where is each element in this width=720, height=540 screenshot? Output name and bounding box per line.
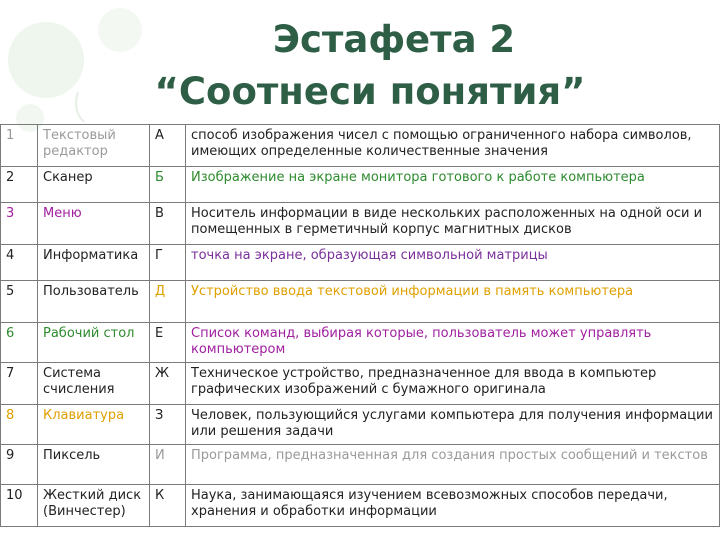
definition-cell: Устройство ввода текстовой информации в память компьютера	[186, 281, 720, 323]
row-number: 3	[1, 203, 38, 245]
letter-cell: Б	[150, 167, 186, 203]
letter-cell: И	[150, 445, 186, 485]
term-cell: Жесткий диск (Винчестер)	[38, 485, 150, 527]
table-row	[1, 125, 720, 167]
letter-cell: В	[150, 203, 186, 245]
term-cell: Клавиатура	[38, 405, 150, 445]
table-row	[1, 363, 720, 405]
definition-cell: Носитель информации в виде нескольких расположенных на одной оси и помещенных в герметичный корпус магнитных дисков	[186, 203, 720, 245]
term-cell: Информатика	[38, 245, 150, 281]
table-row	[1, 203, 720, 245]
letter-cell: Ж	[150, 363, 186, 405]
term-cell: Система счисления	[38, 363, 150, 405]
title-line-2: “Соотнеси понятия”	[154, 70, 586, 113]
row-number: 10	[1, 485, 38, 527]
table-row	[1, 323, 720, 363]
term-cell: Сканер	[38, 167, 150, 203]
definition-cell: точка на экране, образующая символьной матрицы	[186, 245, 720, 281]
term-cell: Пиксель	[38, 445, 150, 485]
row-number: 7	[1, 363, 38, 405]
row-number: 2	[1, 167, 38, 203]
letter-cell: Д	[150, 281, 186, 323]
letter-cell: Е	[150, 323, 186, 363]
definition-cell: Наука, занимающаяся изучением всевозможных способов передачи, хранения и обработки информации	[186, 485, 720, 527]
letter-cell: А	[150, 125, 186, 167]
letter-cell: Г	[150, 245, 186, 281]
letter-cell: З	[150, 405, 186, 445]
table-row	[1, 405, 720, 445]
definition-cell: Программа, предназначенная для создания простых сообщений и текстов	[186, 445, 720, 485]
title-line-1: Эстафета 2	[272, 18, 516, 61]
matching-table	[0, 124, 720, 527]
definition-cell: способ изображения чисел с помощью ограниченного набора символов, имеющих определенные количественные значения	[186, 125, 720, 167]
letter-cell: К	[150, 485, 186, 527]
page-title	[0, 14, 720, 118]
definition-cell: Человек, пользующийся услугами компьютера для получения информации или решения задачи	[186, 405, 720, 445]
term-cell: Меню	[38, 203, 150, 245]
row-number: 6	[1, 323, 38, 363]
term-cell: Текстовый редактор	[38, 125, 150, 167]
definition-cell: Техническое устройство, предназначенное для ввода в компьютер графических изображений с бумажного оригинала	[186, 363, 720, 405]
table-row	[1, 281, 720, 323]
row-number: 1	[1, 125, 38, 167]
row-number: 9	[1, 445, 38, 485]
table-row	[1, 485, 720, 527]
table-row	[1, 445, 720, 485]
definition-cell: Изображение на экране монитора готового к работе компьютера	[186, 167, 720, 203]
definition-cell: Список команд, выбирая которые, пользователь может управлять компьютером	[186, 323, 720, 363]
table-row	[1, 167, 720, 203]
term-cell: Пользователь	[38, 281, 150, 323]
row-number: 8	[1, 405, 38, 445]
term-cell: Рабочий стол	[38, 323, 150, 363]
row-number: 5	[1, 281, 38, 323]
row-number: 4	[1, 245, 38, 281]
table-row	[1, 245, 720, 281]
